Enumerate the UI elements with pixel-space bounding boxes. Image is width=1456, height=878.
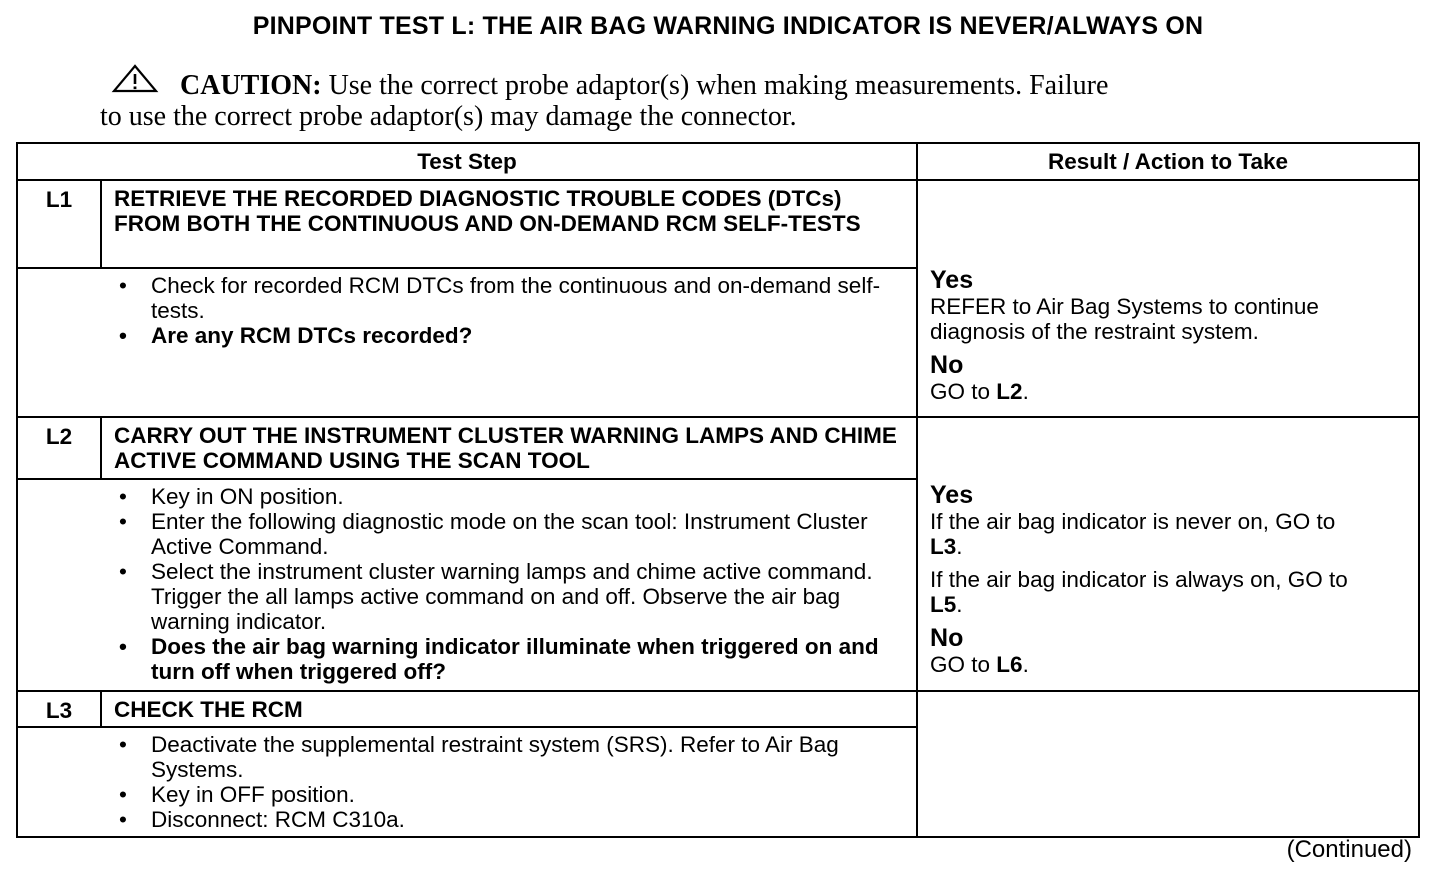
- warning-triangle-icon: [110, 64, 160, 94]
- step-l2-yes-text-1: [930, 509, 1412, 559]
- step-l2-bullet: • Select the instrument cluster warning lamps and chime active command. Trigger the all lamps active command on and off. Observe the air bag warning indicator.: [113, 559, 906, 634]
- step-l1-question: • Are any RCM DTCs recorded?: [113, 323, 906, 348]
- pinpoint-test-table: [16, 142, 1420, 838]
- caution-text-line2: to use the correct probe adaptor(s) may damage the connector.: [100, 101, 797, 132]
- step-l2-no-text: [930, 652, 1412, 677]
- step-l1-body: [101, 268, 917, 417]
- step-l2-yes-target-1: L3: [930, 534, 957, 559]
- step-l3-bullet: • Disconnect: RCM C310a.: [113, 807, 906, 832]
- step-l2-heading-row: [17, 417, 1419, 479]
- caution-text-line1: Use the correct probe adaptor(s) when making measurements. Failure: [328, 70, 1109, 101]
- step-l2-heading: CARRY OUT THE INSTRUMENT CLUSTER WARNING LAMPS AND CHIME ACTIVE COMMAND USING THE SCAN TOOL: [101, 417, 917, 479]
- step-l2-no-prefix: GO to: [930, 652, 997, 677]
- step-l1-result: [917, 180, 1419, 417]
- step-l2-number: L2: [17, 417, 101, 479]
- step-l2-yes-text-2-body: If the air bag indicator is always on, GO to: [930, 567, 1348, 592]
- step-l2-yes-target-2: L5: [930, 592, 957, 617]
- header-test-step: Test Step: [17, 143, 917, 180]
- step-l1-heading-row: [17, 180, 1419, 268]
- step-l3-heading-row: [17, 691, 1419, 727]
- step-l1-yes-text: REFER to Air Bag Systems to continue diagnosis of the restraint system.: [930, 294, 1319, 344]
- step-l3-bullet: • Key in OFF position.: [113, 782, 906, 807]
- step-l2-question: • Does the air bag warning indicator illuminate when triggered on and turn off when triggered off?: [113, 634, 906, 684]
- step-l3-result: [917, 691, 1419, 837]
- step-l3-heading: CHECK THE RCM: [101, 691, 917, 727]
- step-l3-bullet: • Deactivate the supplemental restraint system (SRS). Refer to Air Bag Systems.: [113, 732, 906, 782]
- step-l2-period-1: .: [956, 534, 963, 559]
- step-l2-no-target: L6: [996, 652, 1023, 677]
- caution-note: [100, 70, 1330, 132]
- step-l2-yes-text-1-body: If the air bag indicator is never on, GO to: [930, 509, 1336, 534]
- step-l2-no-suffix: .: [1022, 652, 1029, 677]
- step-l1-no-suffix: .: [1022, 379, 1029, 404]
- step-l1-no-text: [930, 379, 1412, 404]
- step-l1-no-label: No: [930, 351, 964, 379]
- step-l1-heading: RETRIEVE THE RECORDED DIAGNOSTIC TROUBLE CODES (DTCs) FROM BOTH THE CONTINUOUS AND ON-DEMAND RCM SELF-TESTS: [101, 180, 917, 268]
- continued-label: (Continued): [1286, 836, 1412, 863]
- step-l2-yes-text-2: [930, 567, 1412, 617]
- step-l1-no-prefix: GO to: [930, 379, 997, 404]
- step-l2-bullet: • Key in ON position.: [113, 484, 906, 509]
- step-l2-bullet: • Enter the following diagnostic mode on the scan tool: Instrument Cluster Active Command.: [113, 509, 906, 559]
- step-l1-yes-label: Yes: [930, 266, 974, 294]
- page-title: PINPOINT TEST L: THE AIR BAG WARNING INDICATOR IS NEVER/ALWAYS ON: [252, 12, 1204, 40]
- step-l2-no-label: No: [930, 624, 964, 652]
- header-result: Result / Action to Take: [917, 143, 1419, 180]
- table-header-row: [17, 143, 1419, 180]
- step-l2-period-2: .: [956, 592, 963, 617]
- step-l1-number: L1: [17, 180, 101, 268]
- step-l3-body: [101, 727, 917, 837]
- caution-label: CAUTION:: [180, 70, 322, 101]
- step-l1-no-target: L2: [996, 379, 1023, 404]
- step-l2-result: [917, 417, 1419, 691]
- step-l2-body: [101, 479, 917, 691]
- step-l1-bullet: • Check for recorded RCM DTCs from the continuous and on-demand self-tests.: [113, 273, 906, 323]
- step-l3-number: L3: [17, 691, 101, 727]
- step-l2-yes-label: Yes: [930, 481, 974, 509]
